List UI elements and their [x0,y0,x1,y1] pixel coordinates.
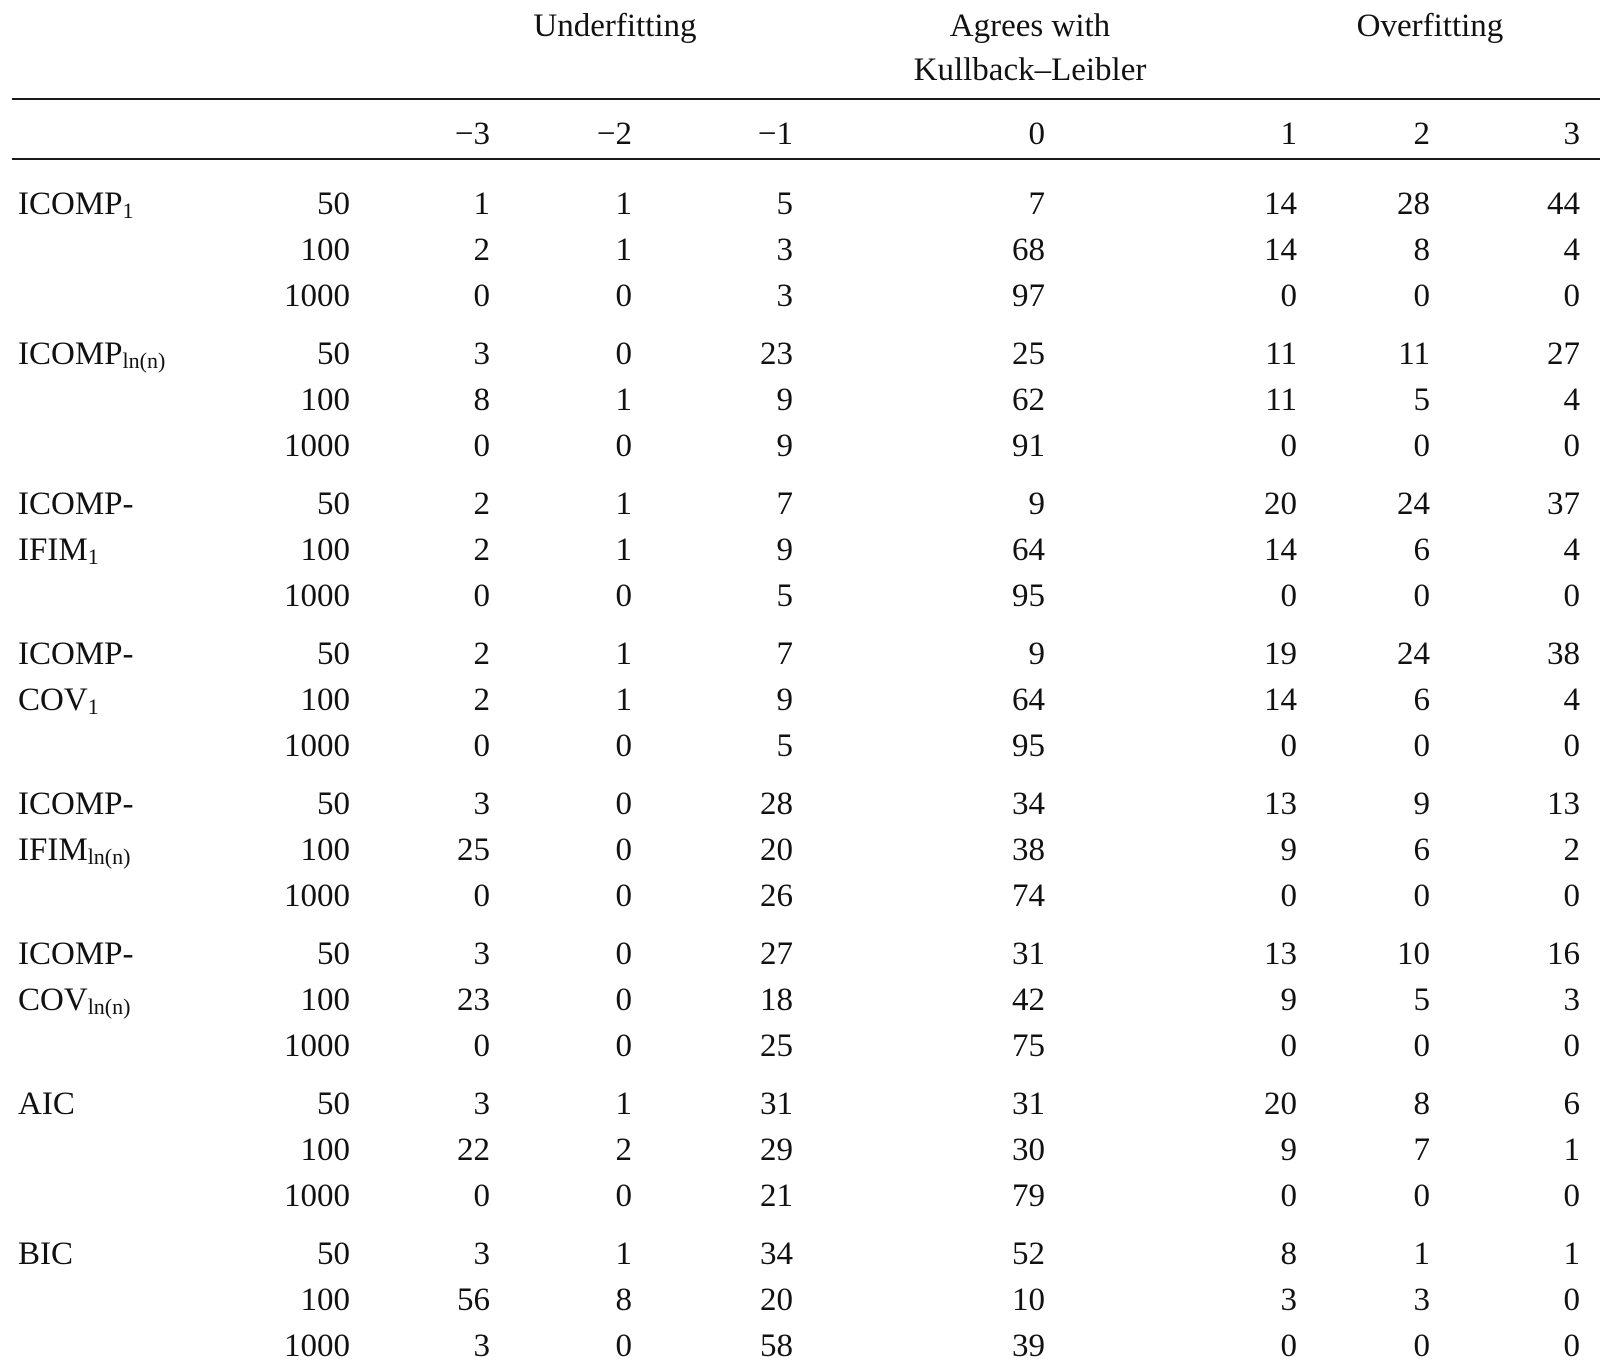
sample-size: 1000 [284,1178,350,1214]
column-header: 0 [1028,116,1045,152]
table-cell: 16 [1547,936,1580,972]
table-cell: 64 [1012,532,1045,568]
table-cell: 5 [1413,382,1430,418]
table-cell: 28 [1397,186,1430,222]
table-cell: 0 [1280,878,1297,914]
criterion-name: ICOMP- [18,786,134,822]
table-cell: 11 [1398,336,1430,372]
criterion-name: IFIM [18,532,88,568]
sample-size: 50 [317,186,350,222]
sample-size: 100 [300,682,350,718]
table-cell: 24 [1397,486,1430,522]
table-cell: 24 [1397,636,1430,672]
table-cell: 18 [760,982,793,1018]
column-header: −3 [454,116,490,152]
table-cell: 0 [1563,728,1580,764]
table-cell: 0 [615,1028,632,1064]
table-cell: 0 [1563,278,1580,314]
column-header: −1 [757,116,793,152]
table-cell: 3 [1563,982,1580,1018]
table-cell: 97 [1012,278,1045,314]
sample-size: 1000 [284,578,350,614]
table-cell: 5 [776,578,793,614]
table-cell: 20 [1264,1086,1297,1122]
criterion-label [18,782,134,826]
table-cell: 27 [760,936,793,972]
table-cell: 0 [1413,578,1430,614]
table-cell: 7 [1028,186,1045,222]
table-cell: 0 [615,1328,632,1364]
criterion-name: COV [18,682,88,718]
table-cell: 0 [473,428,490,464]
table-cell: 0 [615,728,632,764]
header-agrees-line1: Agrees with [949,8,1111,44]
table-cell: 6 [1413,682,1430,718]
table-cell: 1 [615,1086,632,1122]
criterion-subscript: 1 [87,544,99,569]
table-cell: 44 [1547,186,1580,222]
table-cell: 2 [615,1132,632,1168]
sample-size: 100 [300,382,350,418]
table-cell: 4 [1563,532,1580,568]
column-header: 3 [1563,116,1580,152]
criterion-name: COV [18,982,88,1018]
table-cell: 26 [760,878,793,914]
table-cell: 3 [776,278,793,314]
table-cell: 11 [1265,382,1297,418]
table-cell: 23 [457,982,490,1018]
table-cell: 21 [760,1178,793,1214]
table-cell: 31 [1012,936,1045,972]
table-cell: 0 [1280,1178,1297,1214]
sample-size: 1000 [284,878,350,914]
table-cell: 0 [473,278,490,314]
table-cell: 3 [473,336,490,372]
table-cell: 9 [776,682,793,718]
table-cell: 20 [1264,486,1297,522]
table-cell: 0 [1563,878,1580,914]
criterion-subscript: ln(n) [122,348,166,373]
table-cell: 0 [473,1028,490,1064]
table-cell: 0 [473,578,490,614]
criterion-label [18,1232,73,1276]
header-rule [12,158,1600,160]
table-cell: 25 [760,1028,793,1064]
table-cell: 0 [615,786,632,822]
table-cell: 38 [1547,636,1580,672]
sample-size: 1000 [284,428,350,464]
criterion-name: AIC [18,1086,75,1122]
criterion-name: ICOMP [18,186,123,222]
table-cell: 7 [1413,1132,1430,1168]
sample-size: 1000 [284,278,350,314]
table-cell: 3 [473,786,490,822]
table-cell: 0 [1563,578,1580,614]
table-cell: 1 [615,232,632,268]
table-cell: 0 [615,578,632,614]
criterion-subscript: 1 [122,198,134,223]
table-cell: 64 [1012,682,1045,718]
table-cell: 95 [1012,728,1045,764]
table-cell: 0 [1413,878,1430,914]
sample-size: 50 [317,636,350,672]
criterion-label [18,632,134,676]
table-cell: 25 [1012,336,1045,372]
table-cell: 0 [1563,1028,1580,1064]
table-cell: 4 [1563,682,1580,718]
table-cell: 0 [1280,1028,1297,1064]
table-cell: 0 [1563,1328,1580,1364]
sample-size: 50 [317,936,350,972]
table-cell: 13 [1264,936,1297,972]
table-cell: 8 [1413,1086,1430,1122]
header-underfitting: Underfitting [533,8,697,44]
table-cell: 31 [760,1086,793,1122]
table-cell: 3 [473,1236,490,1272]
criterion-subscript: 1 [87,694,99,719]
table-cell: 9 [1413,786,1430,822]
table-cell: 34 [1012,786,1045,822]
table-cell: 2 [473,486,490,522]
table-cell: 31 [1012,1086,1045,1122]
table-cell: 9 [1028,636,1045,672]
table-cell: 25 [457,832,490,868]
table-cell: 0 [1563,1178,1580,1214]
criterion-label [18,1082,75,1126]
table-cell: 8 [1280,1236,1297,1272]
table-cell: 23 [760,336,793,372]
table-cell: 68 [1012,232,1045,268]
criterion-name: ICOMP- [18,636,134,672]
table-cell: 5 [1413,982,1430,1018]
criterion-label [18,678,99,729]
sample-size: 100 [300,982,350,1018]
table-cell: 0 [1413,1178,1430,1214]
table-cell: 1 [615,636,632,672]
table-cell: 22 [457,1132,490,1168]
table-cell: 3 [1413,1282,1430,1318]
table-cell: 1 [615,1236,632,1272]
table-cell: 58 [760,1328,793,1364]
table-cell: 3 [776,232,793,268]
table-cell: 0 [615,832,632,868]
table-cell: 14 [1264,186,1297,222]
column-header: 2 [1413,116,1430,152]
header-overfitting: Overfitting [1356,8,1504,44]
table-cell: 38 [1012,832,1045,868]
table-cell: 2 [473,636,490,672]
table-cell: 14 [1264,532,1297,568]
column-header: −2 [596,116,632,152]
sample-size: 1000 [284,728,350,764]
column-header: 1 [1280,116,1297,152]
table-cell: 0 [1413,728,1430,764]
table-cell: 0 [473,1178,490,1214]
criterion-name: ICOMP [18,336,123,372]
criterion-label [18,482,134,526]
table-cell: 3 [473,1086,490,1122]
sample-size: 100 [300,532,350,568]
table-cell: 4 [1563,232,1580,268]
table-cell: 28 [760,786,793,822]
table-cell: 20 [760,832,793,868]
sample-size: 50 [317,336,350,372]
table-cell: 56 [457,1282,490,1318]
table-cell: 7 [776,636,793,672]
table-cell: 0 [1413,1028,1430,1064]
table-cell: 6 [1413,832,1430,868]
table-cell: 9 [1280,832,1297,868]
criterion-subscript: ln(n) [87,994,131,1019]
criterion-label [18,332,165,383]
table-cell: 9 [776,428,793,464]
table-cell: 6 [1413,532,1430,568]
table-cell: 9 [1028,486,1045,522]
table-cell: 19 [1264,636,1297,672]
table-cell: 5 [776,728,793,764]
table-cell: 0 [1563,1282,1580,1318]
table-cell: 52 [1012,1236,1045,1272]
table-cell: 8 [473,382,490,418]
table-cell: 20 [760,1282,793,1318]
table-cell: 0 [1280,578,1297,614]
criterion-label [18,828,130,879]
table-cell: 0 [1280,278,1297,314]
table-cell: 79 [1012,1178,1045,1214]
table-cell: 7 [776,486,793,522]
table-cell: 0 [615,336,632,372]
table-cell: 29 [760,1132,793,1168]
criterion-name: BIC [18,1236,74,1272]
table-cell: 10 [1012,1282,1045,1318]
table-cell: 42 [1012,982,1045,1018]
table-cell: 10 [1397,936,1430,972]
sample-size: 100 [300,1282,350,1318]
table-cell: 27 [1547,336,1580,372]
table-cell: 9 [1280,1132,1297,1168]
table-cell: 1 [1413,1236,1430,1272]
criterion-label [18,182,134,233]
table-cell: 13 [1264,786,1297,822]
table-cell: 62 [1012,382,1045,418]
table-cell: 2 [473,532,490,568]
table-cell: 0 [1563,428,1580,464]
table-cell: 1 [473,186,490,222]
table-cell: 5 [776,186,793,222]
criterion-name: ICOMP- [18,936,134,972]
table-cell: 0 [1413,428,1430,464]
table-cell: 0 [1280,428,1297,464]
table-cell: 14 [1264,232,1297,268]
table-cell: 1 [615,382,632,418]
top-rule [12,98,1600,100]
table-cell: 30 [1012,1132,1045,1168]
table-cell: 74 [1012,878,1045,914]
sample-size: 50 [317,486,350,522]
sample-size: 50 [317,1236,350,1272]
criterion-label [18,528,99,579]
table-cell: 0 [473,878,490,914]
table-cell: 0 [615,878,632,914]
table-cell: 0 [615,936,632,972]
table-cell: 1 [615,486,632,522]
table-cell: 4 [1563,382,1580,418]
table-cell: 1 [615,186,632,222]
table-cell: 8 [615,1282,632,1318]
header-agrees-line2: Kullback–Leibler [913,52,1147,88]
table-cell: 0 [1413,1328,1430,1364]
table-cell: 13 [1547,786,1580,822]
table-cell: 0 [1280,728,1297,764]
table-cell: 8 [1413,232,1430,268]
sample-size: 1000 [284,1028,350,1064]
table-cell: 1 [615,682,632,718]
criterion-subscript: ln(n) [87,844,131,869]
table-cell: 2 [473,682,490,718]
table-cell: 2 [1563,832,1580,868]
sample-size: 50 [317,786,350,822]
table-cell: 3 [473,936,490,972]
table-cell: 0 [615,278,632,314]
table-cell: 11 [1265,336,1297,372]
criterion-label [18,978,130,1029]
table-cell: 0 [1280,1328,1297,1364]
table-cell: 34 [760,1236,793,1272]
sample-size: 100 [300,232,350,268]
table-cell: 1 [615,532,632,568]
table-cell: 91 [1012,428,1045,464]
sample-size: 100 [300,1132,350,1168]
table-cell: 95 [1012,578,1045,614]
table-cell: 0 [473,728,490,764]
table-cell: 9 [1280,982,1297,1018]
table-cell: 0 [615,1178,632,1214]
table-cell: 9 [776,382,793,418]
criterion-label [18,932,134,976]
table-cell: 75 [1012,1028,1045,1064]
table-cell: 1 [1563,1236,1580,1272]
table-cell: 3 [1280,1282,1297,1318]
table-cell: 1 [1563,1132,1580,1168]
table-cell: 39 [1012,1328,1045,1364]
criterion-name: IFIM [18,832,88,868]
table-cell: 2 [473,232,490,268]
criterion-name: ICOMP- [18,486,134,522]
table-cell: 0 [1413,278,1430,314]
table-cell: 6 [1563,1086,1580,1122]
table-cell: 0 [615,428,632,464]
table-cell: 14 [1264,682,1297,718]
table-cell: 3 [473,1328,490,1364]
table-cell: 0 [615,982,632,1018]
sample-size: 50 [317,1086,350,1122]
sample-size: 1000 [284,1328,350,1364]
table-cell: 9 [776,532,793,568]
sample-size: 100 [300,832,350,868]
table-cell: 37 [1547,486,1580,522]
